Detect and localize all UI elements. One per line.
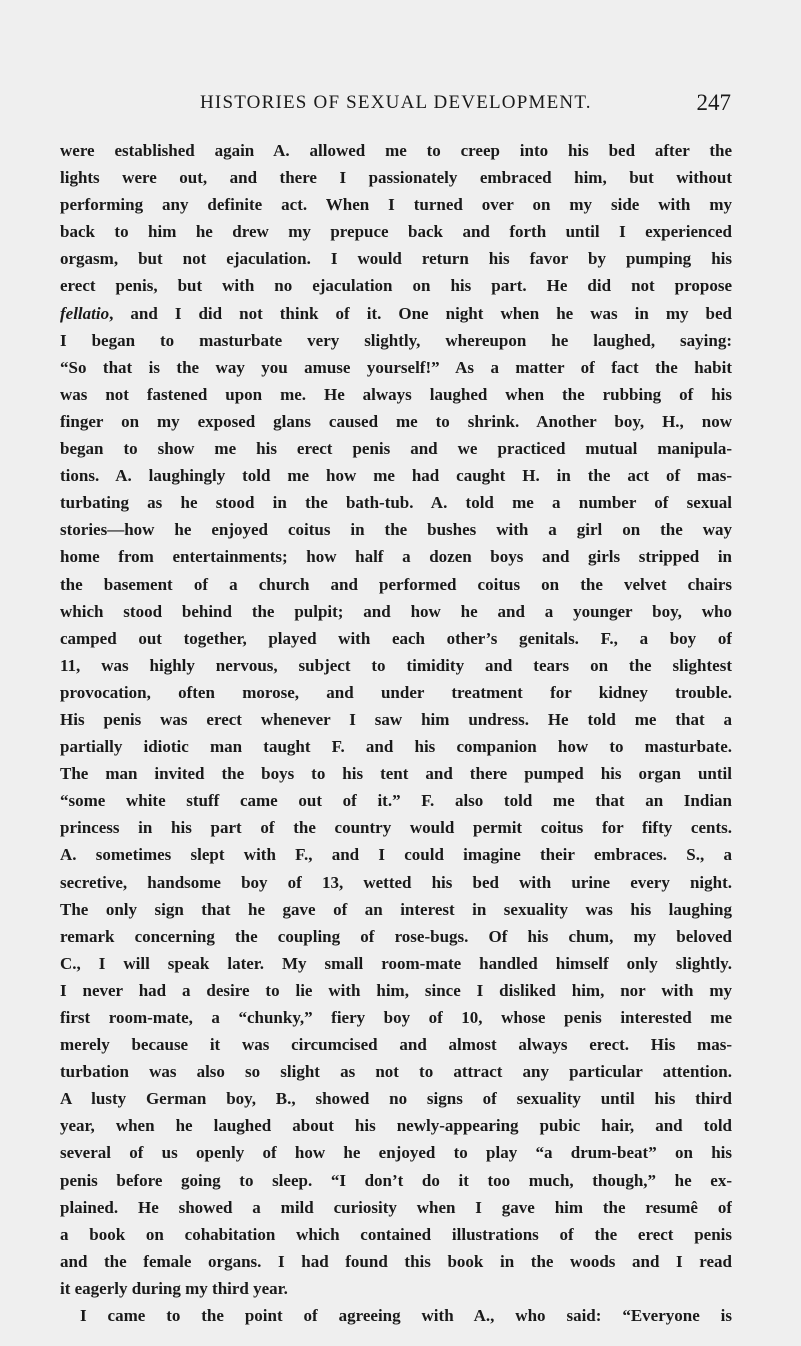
text-line: I came to the point of agreeing with A., who said: “Everyone is <box>80 1306 732 1326</box>
text-line: tions. A. laughingly told me how me had caught H. in the act of mas- <box>60 466 732 486</box>
text-line: lights were out, and there I passionately embraced him, but without <box>60 168 732 188</box>
text-line: fellatio, and I did not think of it. One night when he was in my bed <box>60 303 732 323</box>
text-line: orgasm, but not ejaculation. I would return his favor by pumping his <box>60 249 732 269</box>
text-line: princess in his part of the country would permit coitus for fifty cents. <box>60 818 732 838</box>
text-line: back to him he drew my prepuce back and forth until I experienced <box>60 222 732 242</box>
text-line: turbating as he stood in the bath-tub. A. told me a number of sexual <box>60 493 732 513</box>
text-line: camped out together, played with each other’s genitals. F., a boy of <box>60 628 732 648</box>
text-line: home from entertainments; how half a dozen boys and girls stripped in <box>60 547 732 567</box>
text-line: the basement of a church and performed coitus on the velvet chairs <box>60 574 732 594</box>
text-line: performing any definite act. When I turned over on my side with my <box>60 195 732 215</box>
text-line: a book on cohabitation which contained illustrations of the erect penis <box>60 1224 732 1244</box>
text-line: provocation, often morose, and under treatment for kidney trouble. <box>60 682 732 702</box>
text-line: “some white stuff came out of it.” F. also told me that an Indian <box>60 791 732 811</box>
text-line: The only sign that he gave of an interest in sexuality was his laughing <box>60 899 732 919</box>
text-line: first room-mate, a “chunky,” fiery boy of 10, whose penis interested me <box>60 1008 732 1027</box>
text-line: year, when he laughed about his newly-appearing pubic hair, and told <box>60 1116 732 1136</box>
text-line: and the female organs. I had found this book in the woods and I read <box>60 1251 732 1271</box>
text-line: A lusty German boy, B., showed no signs of sexuality until his third <box>60 1089 732 1109</box>
text-line: partially idiotic man taught F. and his companion how to masturbate. <box>60 737 732 757</box>
text-line: I began to masturbate very slightly, whereupon he laughed, saying: <box>60 330 732 350</box>
text-line: began to show me his erect penis and we practiced mutual manipula- <box>60 439 732 459</box>
text-line: which stood behind the pulpit; and how he and a younger boy, who <box>60 601 732 621</box>
body-text <box>60 137 732 1329</box>
text-line: plained. He showed a mild curiosity when I gave him the resumê of <box>60 1197 732 1217</box>
text-line: A. sometimes slept with F., and I could imagine their embraces. S., a <box>60 845 732 865</box>
text-line: were established again A. allowed me to creep into his bed after the <box>60 141 732 160</box>
running-head: HISTORIES OF SEXUAL DEVELOPMENT. <box>200 92 592 113</box>
text-line: merely because it was circumcised and almost always erect. His mas- <box>60 1035 732 1055</box>
text-line: several of us openly of how he enjoyed to play “a drum-beat” on his <box>60 1143 732 1163</box>
text-line: I never had a desire to lie with him, since I disliked him, nor with my <box>60 980 732 1000</box>
text-line: remark concerning the coupling of rose-bugs. Of his chum, my beloved <box>60 926 732 946</box>
text-line: penis before going to sleep. “I don’t do it too much, though,” he ex- <box>60 1170 732 1190</box>
page-number: 247 <box>696 90 731 115</box>
text-line: The man invited the boys to his tent and there pumped his organ until <box>60 764 732 784</box>
text-line: was not fastened upon me. He always laughed when the rubbing of his <box>60 384 732 404</box>
text-line: 11, was highly nervous, subject to timidity and tears on the slightest <box>60 655 732 675</box>
text-line: stories—how he enjoyed coitus in the bushes with a girl on the way <box>60 520 732 540</box>
text-line: secretive, handsome boy of 13, wetted his bed with urine every night. <box>60 872 732 892</box>
text-line: it eagerly during my third year. <box>60 1278 288 1298</box>
page-header <box>60 90 731 124</box>
text-line: erect penis, but with no ejaculation on his part. He did not propose <box>60 276 732 296</box>
text-line: turbation was also so slight as not to attract any particular attention. <box>60 1062 732 1082</box>
text-line: finger on my exposed glans caused me to shrink. Another boy, H., now <box>60 411 732 431</box>
text-line: C., I will speak later. My small room-mate handled himself only slightly. <box>60 953 732 973</box>
text-line: His penis was erect whenever I saw him undress. He told me that a <box>60 709 732 729</box>
text-line: “So that is the way you amuse yourself!” As a matter of fact the habit <box>60 357 732 377</box>
